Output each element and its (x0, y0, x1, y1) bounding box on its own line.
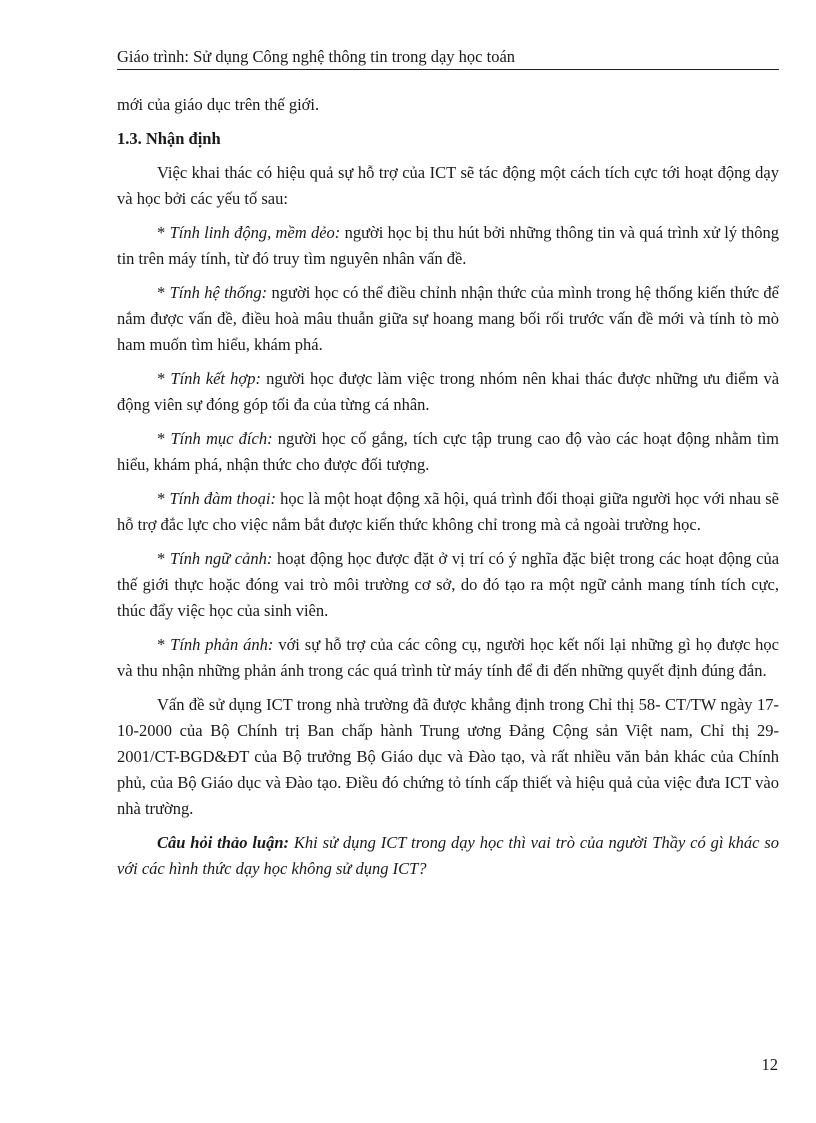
item-bullet: * (157, 489, 170, 508)
item-bullet: * (157, 369, 171, 388)
item-text: người học có thể điều chỉnh nhận thức của mình trong hệ thống kiến thức để nắm được vấn đề, điều hoà mâu thuẫn giữa sự hoang mang bối rối trước vấn đề mới và tính tò mò ham muốn tìm hiểu, khám phá. (117, 283, 779, 354)
item-text: học là một hoạt động xã hội, quá trình đối thoại giữa người học với nhau sẽ hỗ trợ đắc lực cho việc nắm bắt được kiến thức không chỉ trong mà cả ngoài trường học. (117, 489, 779, 534)
item-term: Tính ngữ cảnh: (169, 549, 273, 568)
page-number: 12 (761, 1055, 778, 1074)
question-label: Câu hỏi thảo luận: (157, 833, 289, 852)
item-bullet: * (157, 223, 170, 242)
question-text: Khi sử dụng ICT trong dạy học thì vai trò của người Thầy có gì khác so với các hình thức dạy học không sử dụng ICT? (117, 833, 779, 878)
item-bullet: * (157, 283, 170, 302)
list-item (117, 220, 779, 272)
item-term: Tính hệ thống: (169, 283, 268, 302)
item-term: Tính mục đích: (170, 429, 273, 448)
list-item (117, 632, 779, 684)
continuation-paragraph: mới của giáo dục trên thế giới. (117, 95, 320, 114)
item-term: Tính phản ánh: (170, 635, 274, 654)
conclusion-paragraph: Vấn đề sử dụng ICT trong nhà trường đã được khẳng định trong Chỉ thị 58- CT/TW ngày 17- 10-2000 của Bộ Chính trị Ban chấp hành Trung ương Đảng Cộng sản Việt nam, Chỉ thị 29-2001/CT-BGD&ĐT của Bộ trưởng Bộ Giáo dục và Đào tạo, và rất nhiều văn bản khác của Chính phủ, của Bộ Giáo dục và Đào tạo. Điều đó chứng tỏ tính cấp thiết và hiệu quả của việc đưa ICT vào nhà trường. (117, 695, 779, 818)
item-text: người học được làm việc trong nhóm nên khai thác được những ưu điểm và động viên sự đóng góp tối đa của từng cá nhân. (117, 369, 780, 414)
item-text: người học cố gắng, tích cực tập trung cao độ vào các hoạt động nhằm tìm hiểu, khám phá, nhận thức cho được đối tượng. (117, 429, 779, 474)
list-item (117, 426, 779, 478)
list-item (117, 486, 779, 538)
item-bullet: * (157, 549, 170, 568)
item-bullet: * (157, 635, 171, 654)
running-header (117, 46, 779, 70)
list-item (117, 366, 779, 418)
header-title: Giáo trình: Sử dụng Công nghệ thông tin trong dạy học toán (117, 47, 516, 66)
section-heading: 1.3. Nhận định (117, 129, 221, 148)
intro-paragraph: Việc khai thác có hiệu quả sự hỗ trợ của ICT sẽ tác động một cách tích cực tới hoạt động dạy và học bởi các yếu tố sau: (117, 163, 779, 208)
item-text: với sự hỗ trợ của các công cụ, người học kết nối lại những gì họ được học và thu nhận những phản ánh trong các quá trình từ máy tính để đi đến những quyết định đúng đắn. (117, 635, 779, 680)
item-term: Tính kết hợp: (170, 369, 261, 388)
item-text: hoạt động học được đặt ở vị trí có ý nghĩa đặc biệt trong các hoạt động của thế giới thực hoặc đóng vai trò môi trường cơ sở, do đó tạo ra một ngữ cảnh mang tính tích cực, thúc đẩy việc học của sinh viên. (117, 549, 780, 620)
item-term: Tính linh động, mềm dẻo: (169, 223, 341, 242)
list-item (117, 280, 779, 358)
item-text: người học bị thu hút bởi những thông tin và quá trình xử lý thông tin trên máy tính, từ đó truy tìm nguyên nhân vấn đề. (117, 223, 780, 268)
discussion-question (117, 830, 779, 882)
item-bullet: * (157, 429, 171, 448)
item-term: Tính đàm thoại: (169, 489, 276, 508)
list-item (117, 546, 779, 624)
page-body (117, 92, 779, 882)
